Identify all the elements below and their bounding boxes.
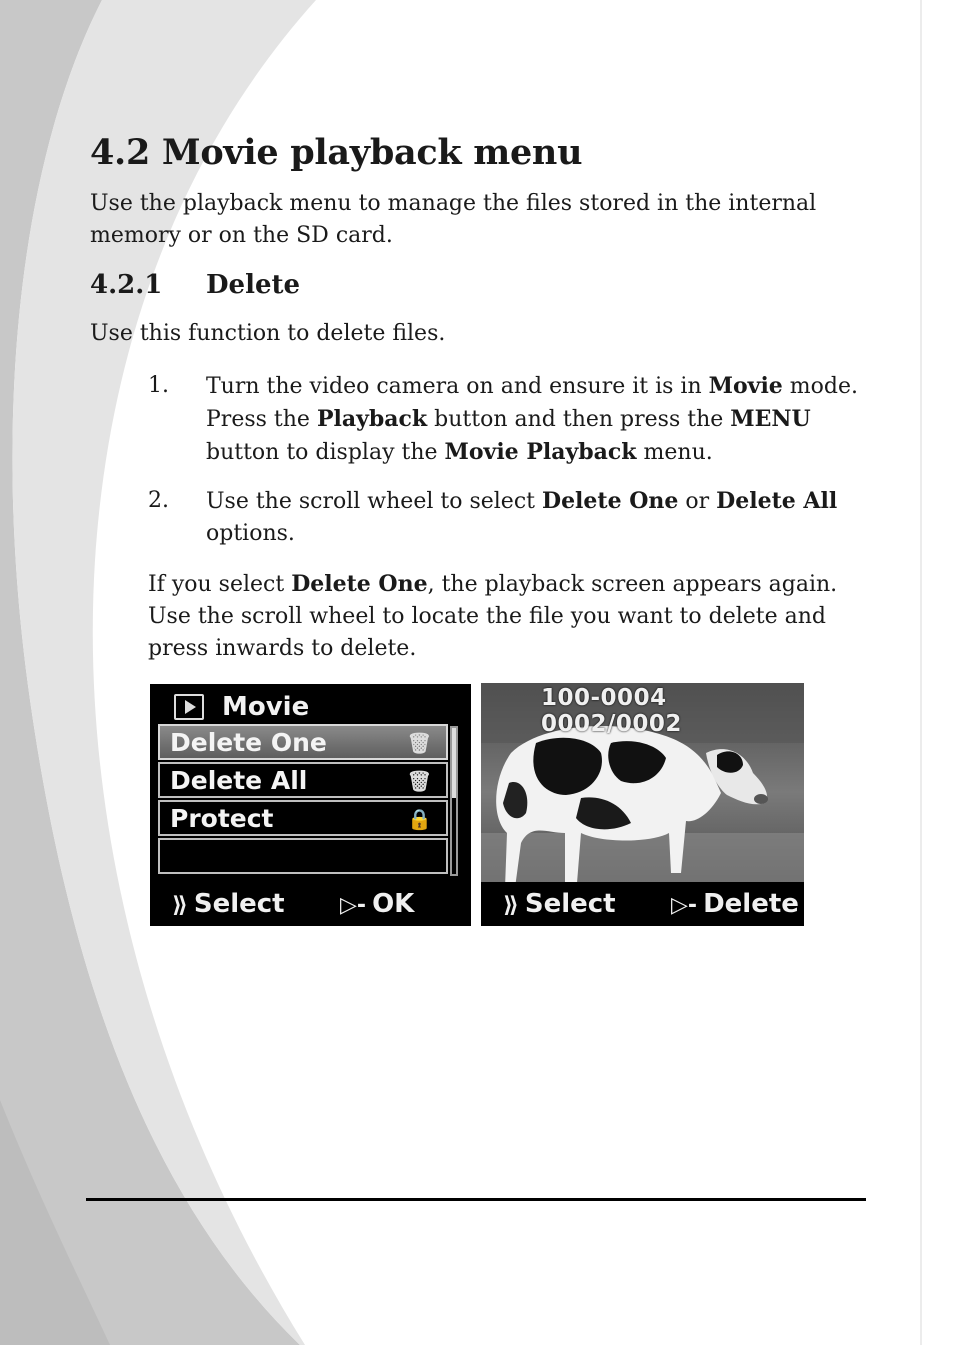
- step-2: [148, 485, 878, 555]
- menu-item-label: Protect: [170, 803, 274, 833]
- step-1: [148, 370, 878, 470]
- menu-footer: [150, 882, 471, 926]
- lock-icon: 🔒: [407, 807, 432, 831]
- menu-header: [174, 690, 309, 724]
- delete-playback-screenshot: [481, 683, 804, 926]
- step-text: Use the scroll wheel to select Delete One or Delete All options.: [206, 488, 838, 546]
- footer-ok: ▷- OK: [340, 889, 415, 919]
- subsection-intro: Use this function to delete files.: [90, 321, 446, 346]
- section-title: 4.2 Movie playback menu: [90, 132, 583, 173]
- step-number: 1.: [148, 373, 169, 398]
- footer-delete: ▷- Delete: [671, 889, 799, 919]
- menu-scrollbar[interactable]: [450, 726, 458, 876]
- menu-item-delete-all[interactable]: [158, 762, 448, 798]
- scroll-wheel-icon: ⟫: [172, 893, 188, 918]
- step-text: Turn the video camera on and ensure it is in Movie mode. Press the Playback button and then press the MENU button to display the Movie Playback menu.: [206, 373, 859, 465]
- movie-playback-menu-screenshot: [150, 684, 471, 926]
- subsection-title: Delete: [206, 270, 301, 300]
- menu-item-protect[interactable]: [158, 800, 448, 836]
- footer-select: ⟫ Select: [503, 889, 616, 919]
- footer-rule: [86, 1198, 866, 1201]
- file-info-text: 100-0004 0002/0002: [541, 685, 682, 737]
- menu-title: Movie: [222, 692, 310, 722]
- menu-item-empty: [158, 838, 448, 874]
- delete-all-icon: 🗑: [406, 769, 432, 793]
- step-number: 2.: [148, 488, 169, 513]
- subsection-number: 4.2.1: [90, 270, 163, 300]
- subsection-heading: [90, 270, 300, 300]
- menu-item-label: Delete One: [170, 727, 327, 757]
- scrollbar-thumb[interactable]: [452, 728, 456, 798]
- scroll-wheel-icon: ⟫: [503, 893, 519, 918]
- playback-icon: [174, 694, 204, 720]
- footer-select: ⟫ Select: [172, 889, 285, 919]
- delete-one-icon: 🗑: [406, 731, 432, 755]
- press-icon: ▷-: [671, 893, 698, 918]
- press-icon: ▷-: [340, 893, 367, 918]
- playback-footer: [481, 882, 804, 926]
- note-paragraph: If you select Delete One, the playback screen appears again. Use the scroll wheel to locate the file you want to delete and press inwards to delete.: [148, 571, 838, 661]
- menu-item-label: Delete All: [170, 765, 308, 795]
- menu-item-delete-one[interactable]: [158, 724, 448, 760]
- section-intro: Use the playback menu to manage the files stored in the internal memory or on the SD card.: [90, 191, 817, 248]
